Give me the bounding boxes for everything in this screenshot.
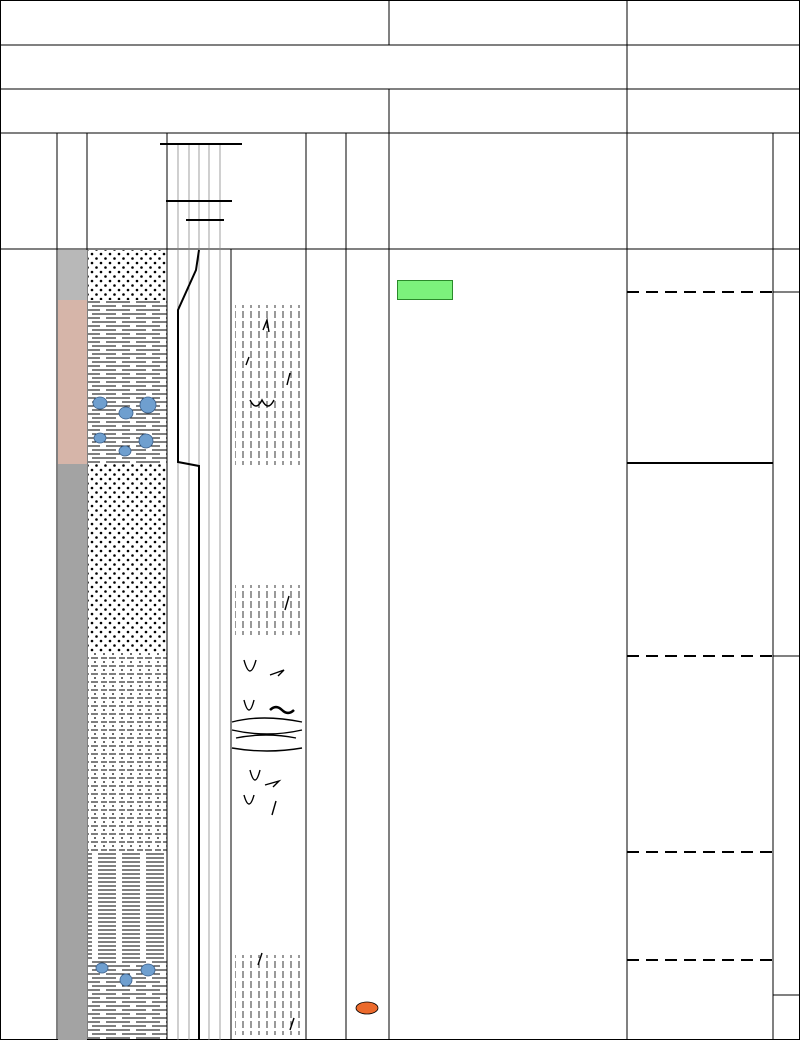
sand-header [186,219,224,221]
post-depositional-header [354,133,380,245]
sedimentary-structures-header [253,139,283,247]
clastics-header [166,200,232,202]
lithology-header [90,130,110,270]
fossils-header [316,149,336,239]
sample-badge [397,280,453,300]
carbonates-header [160,143,242,145]
description-header [390,142,626,146]
box-header [778,206,794,246]
